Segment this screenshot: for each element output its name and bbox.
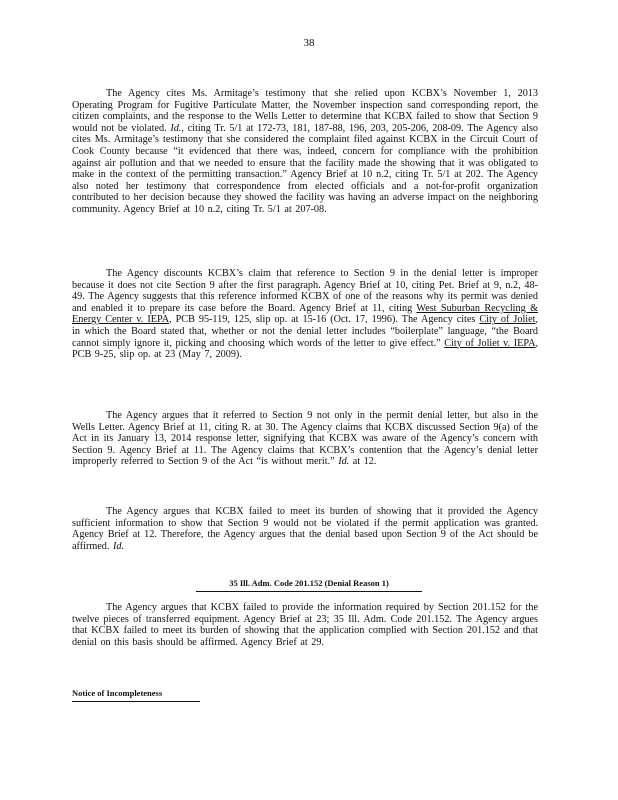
subheading-notice-of-incompleteness: Notice of Incompleteness [72, 688, 200, 702]
paragraph-text: The Agency discounts KCBX’s claim that reference to Section 9 in the denial letter is improper because it does not cite Section 9 after the first paragraph. Agency Brief at 10, citing Pet. Brief at 9, n.2, 48-49. The Agency suggests that this reference informed KCBX of one of the reasons why its permit was denied and enabled it to prepare its case before the Board. Agency Brief at 11, citing [72, 268, 538, 314]
paragraph-text: The Agency argues that KCBX failed to provide the information required by Section 201.152 for the twelve pieces of transferred equipment. Agency Brief at 23; 35 Ill. Adm. Code 201.152. The Agency argues that KCBX failed to meet its burden of showing that the application complied with Section 201.152 and that denial on this basis should be affirmed. Agency Brief at 29. [72, 602, 538, 648]
paragraph-text: , citing Tr. 5/1 at 172-73, 181, 187-88, 196, 203, 205-206, 208-09. The Agency also cites Ms. Armitage’s testimony that she considered the complaint filed against KCBX in the Circuit Court of Cook County because “it evidenced that there was, indeed, concern for compliance with the prohibition against air pollution and that we needed to ensure that the facility made the showing that it was obligated to make in the context of the permitting transaction.” Agency Brief at 10 n.2, citing Tr. 5/1 at 202. The Agency also noted her testimony that correspondence from elected officials and a not-for-profit organization contributed to her decision because they showed the facility was having an adverse impact on the neighboring community. Agency Brief at 10 n.2, citing Tr. 5/1 at 207-08. [72, 122, 538, 215]
id-citation: Id. [338, 456, 350, 468]
paragraph-text: The Agency argues that it referred to Section 9 not only in the permit denial letter, but also in the Wells Letter. Agency Brief at 11, citing R. at 30. The Agency claims that KCBX discussed Section 9(a) of the Act in its January 13, 2014 response letter, signifying that KCBX was aware of the Agency’s concern with Section 9. Agency Brief at 11. The Agency claims that KCBX’s contention that the Agency’s denial letter improperly referred to Section 9 of the Act “is without merit.” [72, 410, 538, 468]
paragraph-section-9-reference [72, 268, 538, 361]
paragraph-text: The Agency argues that KCBX failed to meet its burden of showing that it provided the Agency sufficient information to show that Section 9 would not be violated if the permit application was granted. Agency Brief at 12. Therefore, the Agency argues that the denial based upon Section 9 of the Act should be affirmed. [72, 506, 538, 552]
case-citation: City of Joliet [479, 314, 536, 326]
id-citation: Id. [170, 122, 182, 134]
id-citation: Id. [112, 540, 125, 552]
paragraph-wells-letter [72, 410, 538, 468]
paragraph-burden-section-9 [72, 506, 538, 552]
case-citation: City of Joliet v. IEPA [444, 337, 536, 349]
paragraph-text: , PCB 9-25, slip op. at 23 (May 7, 2009). [72, 337, 538, 361]
section-heading: 35 Ill. Adm. Code 201.152 (Denial Reason 1) [196, 578, 422, 592]
paragraph-text: , PCB 95-119, 125, slip op. at 15-16 (Oct. 17, 1996). The Agency cites [169, 314, 480, 326]
paragraph-text: at 12. [349, 456, 377, 468]
case-citation: West Suburban Recycling & Energy Center v. IEPA [72, 302, 538, 326]
paragraph-text: , in which the Board stated that, whether or not the denial letter includes “boilerplate” language, “the Board cannot simply ignore it, picking and choosing which words of the letter to give effect.” [72, 314, 539, 349]
paragraph-text: The Agency cites Ms. Armitage’s testimony that she relied upon KCBX’s November 1, 2013 Operating Program for Fugitive Particulate Matter, the November inspection sand corresponding report, the citizen complaints, and the response to the Wells Letter to determine that KCBX failed to show that Section 9 would not be violated. [72, 88, 538, 134]
paragraph-armitage-testimony [72, 88, 538, 216]
paragraph-section-201-152 [72, 602, 538, 648]
page-number: 38 [303, 37, 315, 49]
